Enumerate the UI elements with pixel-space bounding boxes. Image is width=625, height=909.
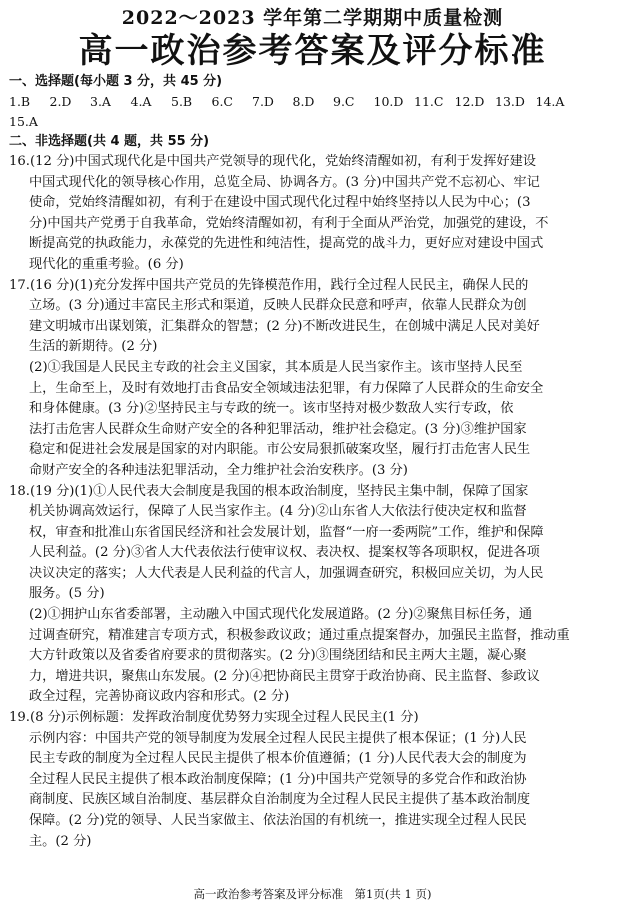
answer-line: 人民利益。(2 分)③省人大代表依法行使审议权、表决权、提案权等各项职权，促进各项 [29,545,540,561]
section-heading-choice: 一、选择题(每小题 3 分，共 45 分) [9,74,223,89]
answer-line: (2)①我国是人民民主专政的社会主义国家，其本质是人民当家作主。该市坚持人民至 [29,359,523,375]
page-title: 高一政治参考答案及评分标准 [78,31,547,71]
choice-answer: 8.D [292,94,315,109]
choice-answer: 14.A [535,94,565,109]
answer-line: 机关协调高效运行，保障了人民当家作主。(4 分)②山东省人大依法行使决定权和监督 [29,504,527,520]
answer-line: 和身体健康。(3 分)②坚持民主与专政的统一。该市坚持对极少数敌人实行专政，依 [29,401,514,417]
choice-answer: 4.A [130,94,152,109]
answer-line: 建文明城市出谋划策，汇集群众的智慧；(2 分)不断改进民生，在创城中满足人民对美好 [29,318,540,334]
answer-line: 分)中国共产党勇于自我革命，党始终清醒如初，有利于全面从严治党，加强党的建设，不 [29,215,549,231]
choice-answer: 6.C [211,94,233,109]
answer-line: 民主专政的制度为全过程人民民主提供了根本价值遵循；(1 分)人民代表大会的制度为 [29,751,527,767]
answer-line: 力，增进共识，聚焦山东发展。(2 分)④把协商民主贯穿于政治协商、民主监督、参政议 [29,668,540,684]
answer-line: 保障。(2 分)党的领导、人民当家做主、依法治国的有机统一，推进实现全过程人民民 [29,813,527,828]
choice-answer: 5.B [171,94,193,109]
answer-line: 权，审查和批准山东省国民经济和社会发展计划，监督“一府一委两院”工作，维护和保障 [29,524,544,540]
choice-answer: 3.A [90,94,111,109]
answer-line: 全过程人民民主提供了根本政治制度保障；(1 分)中国共产党领导的多党合作和政治协 [29,771,527,787]
page-footer: 高一政治参考答案及评分标准 第1页(共 1 页) [193,887,432,901]
answer-line: 18.(19 分)(1)①人民代表大会制度是我国的根本政治制度，坚持民主集中制，保障了国家 [9,483,529,499]
choice-answer: 2.D [49,94,72,109]
answer-line: 稳定和促进社会发展是国家的对内职能。市公安局狠抓破案攻坚，履行打击危害人民生 [29,442,531,458]
answer-line: 立场。(3 分)通过丰富民主形式和渠道，反映人民群众民意和呼声，依靠人民群众为创 [29,298,527,314]
answer-line: 17.(16 分)(1)充分发挥中国共产党员的先锋模范作用，践行全过程人民民主，确保人民的 [9,277,529,293]
choice-answer: 9.C [333,94,355,109]
answer-line: 命财产安全的各种违法犯罪活动，全力维护社会治安秩序。(3 分) [29,462,408,478]
choice-answer: 7.D [252,94,274,109]
section-heading-nonchoice: 二、非选择题(共 4 题，共 55 分) [9,134,210,149]
answer-line: 法打击危害人民群众生命财产安全的各种犯罪活动，维护社会稳定。(3 分)③维护国家 [29,421,527,437]
choice-answer: 11.C [414,94,444,109]
question-18-answer [9,482,616,709]
choice-answer: 15.A [9,114,38,129]
answer-line: 政全过程，完善协商议政内容和形式。(2 分) [29,689,290,705]
question-19-answer [9,708,616,852]
answer-line: 断提高党的执政能力，永葆党的先进性和纯洁性，提高党的战斗力，更好应对建设中国式 [29,236,544,252]
choice-answer: 10.D [373,94,404,109]
answer-line: 19.(8 分)示例标题：发挥政治制度优势努力实现全过程人民民主(1 分) [9,710,419,726]
answer-line: 服务。(5 分) [29,586,105,602]
answer-line: 商制度、民族区域自治制度、基层群众自治制度为全过程人民民主提供了基本政治制度 [29,792,531,808]
answer-line: 上，生命至上，及时有效地打击食品安全领域违法犯罪，有力保障了人民群众的生命安全 [29,380,544,396]
answer-line: 中国式现代化的领导核心作用，总览全局、协调各方。(3 分)中国共产党不忘初心、牢记 [29,174,540,190]
question-16-answer [9,152,616,276]
answer-line: 使命，党始终清醒如初，有利于在建设中国式现代化过程中始终坚持以人民为中心；(3 [29,195,531,211]
choice-answers-list [9,92,616,132]
answer-line: 现代化的重重考验。(6 分) [29,256,184,272]
answer-line: 主。(2 分) [29,833,92,849]
exam-subtitle: 2022～2023 学年第二学期期中质量检测 [121,7,504,29]
choice-answer: 13.D [495,94,525,109]
choice-answer: 1.B [9,94,31,109]
answer-line: 16.(12 分)中国式现代化是中国共产党领导的现代化，党始终清醒如初，有利于发挥好建设 [9,154,536,169]
answer-line: 大方针政策以及省委省府要求的贯彻落实。(2 分)③围绕团结和民主两大主题，凝心聚 [29,648,527,664]
answer-line: 生活的新期待。(2 分) [29,339,158,355]
question-17-answer [9,276,616,482]
choice-answer: 12.D [454,94,485,109]
answer-line: 决议决定的落实；人大代表是人民利益的代言人，加强调查研究，积极回应关切，为人民 [29,565,544,581]
answer-line: 示例内容：中国共产党的领导制度为发展全过程人民民主提供了根本保证；(1 分)人民 [29,730,527,746]
answer-line: (2)①拥护山东省委部署，主动融入中国式现代化发展道路。(2 分)②聚焦目标任务，通 [29,607,533,623]
answer-line: 过调查研究，精准建言专项方式，积极参政议政；通过重点提案督办，加强民主监督，推动重 [29,627,570,643]
